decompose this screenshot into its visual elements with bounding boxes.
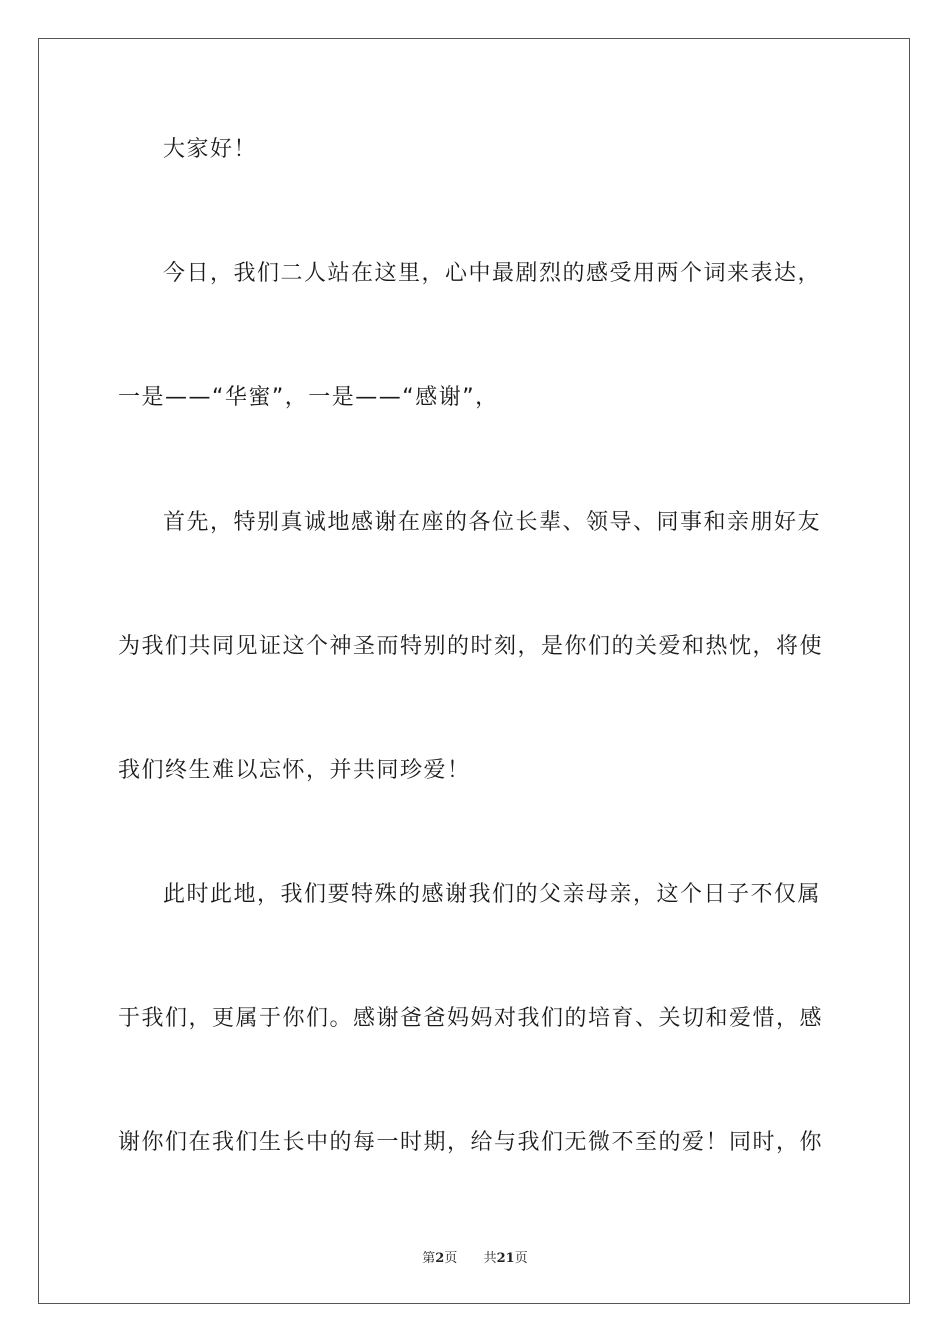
- paragraph-line: 首先，特别真诚地感谢在座的各位长辈、领导、同事和亲朋好友: [163, 510, 822, 535]
- page-prefix: 第: [422, 1251, 436, 1266]
- paragraph-line-greeting: 大家好！: [163, 137, 258, 162]
- paragraph-line: 于我们，更属于你们。感谢爸爸妈妈对我们的培育、关切和爱惜，感: [118, 1006, 824, 1031]
- paragraph-line: 今日，我们二人站在这里，心中最剧烈的感受用两个词来表达，: [163, 261, 822, 286]
- paragraph-line: 此时此地，我们要特殊的感谢我们的父亲母亲，这个日子不仅属: [163, 882, 822, 907]
- paragraph-line: 为我们共同见证这个神圣而特别的时刻，是你们的关爱和热忱，将使: [118, 634, 824, 659]
- paragraph-line: 我们终生难以忘怀，并共同珍爱！: [118, 758, 471, 783]
- total-pages: 21: [496, 1251, 515, 1266]
- paragraph-line: 谢你们在我们生长中的每一时期，给与我们无微不至的爱！同时，你: [118, 1130, 824, 1155]
- page-border: [38, 38, 910, 1304]
- page-number: 2: [435, 1251, 445, 1266]
- page-footer: [0, 1247, 950, 1266]
- total-prefix: 共: [483, 1251, 497, 1266]
- page-suffix: 页: [444, 1251, 458, 1266]
- total-suffix: 页: [514, 1251, 528, 1266]
- paragraph-line: 一是——“华蜜”，一是——“感谢”，: [118, 385, 499, 410]
